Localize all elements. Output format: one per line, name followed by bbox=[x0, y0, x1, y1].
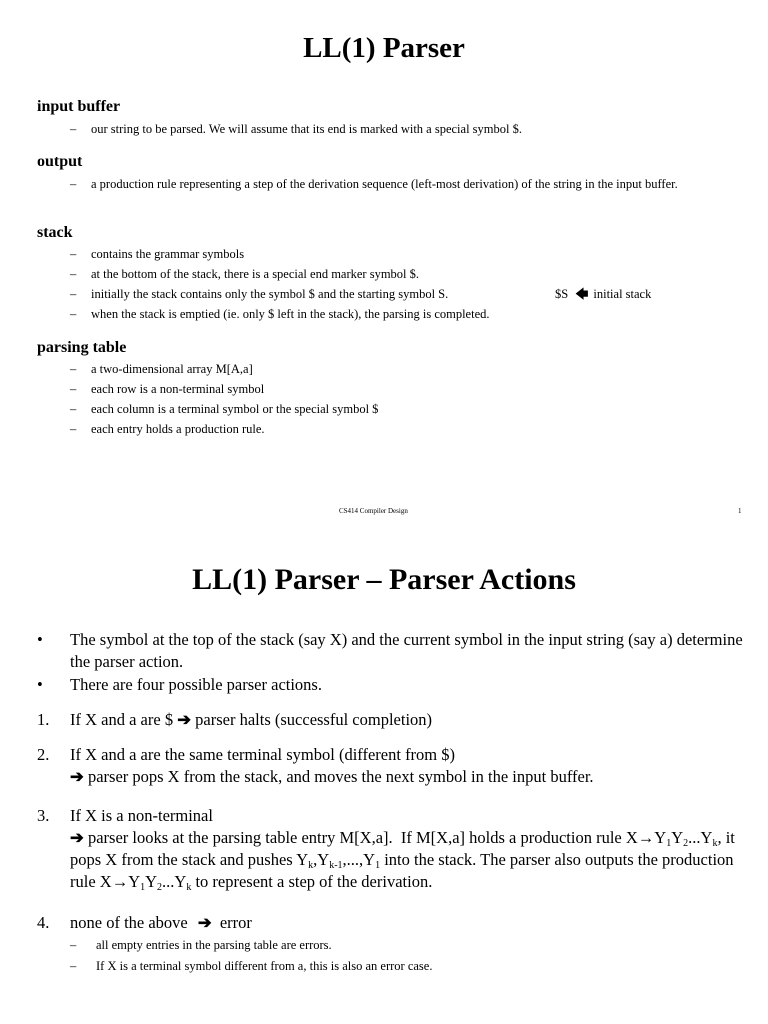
slide-title: LL(1) Parser – Parser Actions bbox=[192, 563, 576, 596]
right-arrow-icon: ➔ bbox=[70, 767, 84, 786]
action3-description: parser looks at the parsing table entry M[X,a]. If M[X,a] holds a production rule $X\to Y_1Y_2...Y_k$, it pops X from the stack and pushes $Y_k,Y_{k-1},...,Y_1$ into the stack. The parser also outputs the production rule $X\to Y_1Y_2...Y_k$ to represent a step of the derivation. bbox=[70, 828, 735, 893]
bullet-item: • The symbol at the top of the stack (say X) and the current symbol in the input string (say a) determine the parser action. bbox=[37, 630, 743, 671]
list-item: – a production rule representing a step of the derivation sequence (left-most derivation) of the string in the input buffer. bbox=[70, 177, 678, 191]
initial-stack-label: initial stack bbox=[593, 287, 652, 301]
initial-stack-note bbox=[555, 287, 755, 302]
slide-2: LL(1) Parser – Parser Actions • The symbol at the top of the stack (say X) and the current symbol in the input string (say a) determine the parser action. • There are four possible parser actions. 1. If X and a are $ ➔ parser halts (successful completion) 2. If X and a are the same terminal symbol (different from $) ➔ parser pops X from the stack, and moves the next symbol in the input buffer. 3. If X is a non-terminal ➔ parser looks at the parsing table entry M[X,a]. If M[X,a] holds a production rule $X\to Y_1Y_2...Y_k$, it pops X from the stack and pushes $Y_k,Y_{k-1},...,Y_1$ into the stack. The parser also outputs the production rule $X\to Y_1Y_2...Y_k$ to represent a step of the derivation. 4. none of the above ➔ error – all empty entries in the parsing table are errors. – If X is a terminal symbol different from a, this is also an error case. bbox=[0, 525, 768, 1024]
action-item-1: 1. If X and a are $ ➔ parser halts (successful completion) bbox=[37, 710, 433, 729]
section-heading-output: output bbox=[37, 153, 83, 170]
slide-title: LL(1) Parser bbox=[303, 32, 465, 64]
right-arrow-icon: ➔ bbox=[70, 828, 84, 847]
action-item-2: 2. If X and a are the same terminal symbol (different from $) ➔ parser pops X from the stack, and moves the next symbol in the input buffer. bbox=[37, 745, 594, 786]
left-arrow-icon: 🡄 bbox=[575, 287, 589, 301]
bullet-item: • There are four possible parser actions. bbox=[37, 675, 322, 694]
section-heading-input-buffer: input buffer bbox=[37, 98, 121, 115]
footer-course: CS414 Compiler Design bbox=[339, 507, 408, 515]
right-arrow-icon: ➔ bbox=[197, 913, 212, 932]
initial-stack-symbols: $S bbox=[555, 287, 569, 301]
right-arrow-icon: ➔ bbox=[177, 710, 192, 729]
action-item-4: 4. none of the above ➔ error bbox=[37, 913, 252, 932]
footer-page-number: 1 bbox=[738, 507, 742, 515]
slide-1: LL(1) Parser input buffer – our string to be parsed. We will assume that its end is marked with a special symbol $. output – a production rule representing a step of the derivation sequence (left-most derivation) of the string in the input buffer. stack – contains the grammar symbols – at the bottom of the stack, there is a special end marker symbol $. – initially the stack contains only the symbol $ and the starting symbol S. $S 🡄 initial stack – when the stack is emptied (ie. only $ left in the stack), the parsing is completed. parsing table – a two-dimensional array M[A,a] – each row is a non-terminal symbol – each column is a terminal symbol or the special symbol $ – each entry holds a production rule. CS414 Compiler Design 1 bbox=[0, 0, 768, 525]
section-heading-stack: stack bbox=[37, 224, 73, 241]
action-item-3: 3. If X is a non-terminal ➔ parser looks at the parsing table entry M[X,a]. If M[X,a] holds a production rule $X\to Y_1Y_2...Y_k$, it pops X from the stack and pushes $Y_k,Y_{k-1},...,Y_1$ into the stack. The parser also outputs the production rule $X\to Y_1Y_2...Y_k$ to represent a step of the derivation. bbox=[37, 806, 735, 893]
section-heading-parsing-table: parsing table bbox=[37, 339, 127, 356]
